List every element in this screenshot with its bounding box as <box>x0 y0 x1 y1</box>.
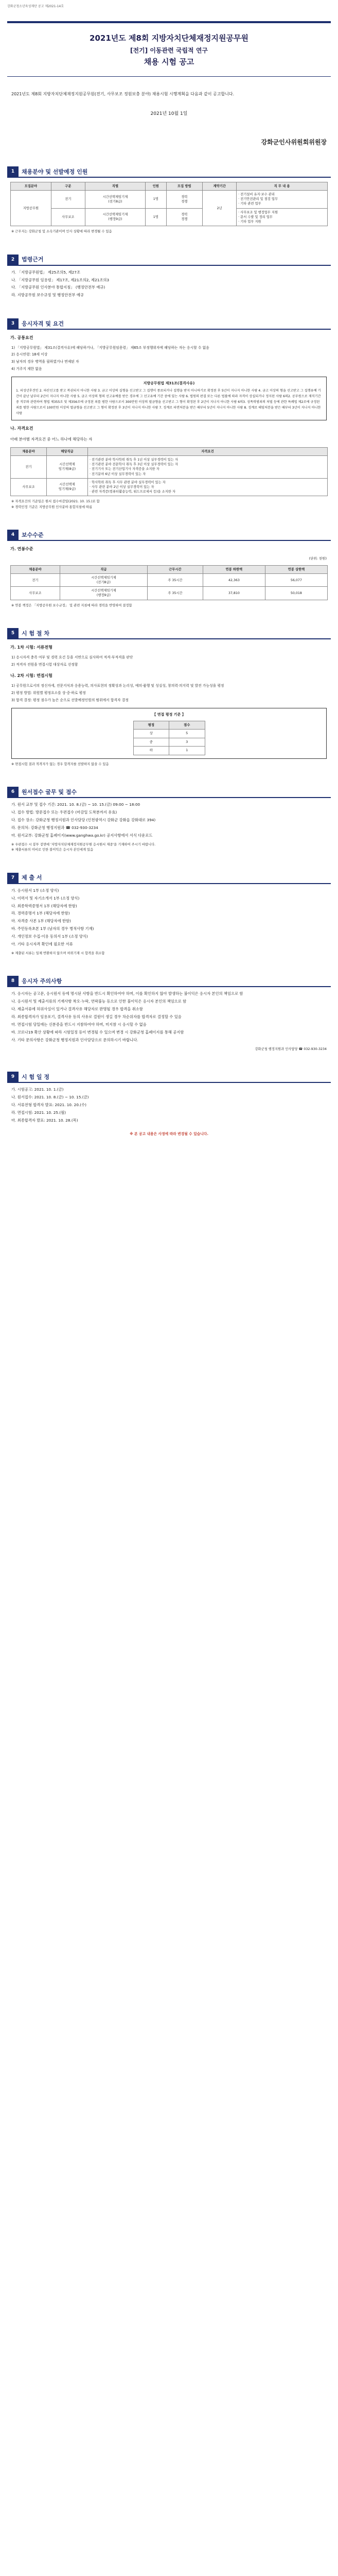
section-number: 3 <box>7 318 19 329</box>
qualification-table <box>10 447 328 496</box>
section-number: 1 <box>7 166 19 177</box>
table-row <box>133 747 205 755</box>
table-cell: 전기 <box>11 574 60 587</box>
table-row <box>11 191 328 208</box>
list-item: 다. 서류전형 합격자 발표: 2021. 10. 20.(수) <box>11 1102 87 1107</box>
table-cell: 하 <box>133 747 169 755</box>
table-header: 직렬 <box>85 182 145 191</box>
table-cell: 50,018 <box>265 587 327 600</box>
section-title: 시 험 절 차 <box>22 630 49 637</box>
list-item: 2) 평정 방법: 위원별 평정요소를 상·중·하로 평정 <box>11 690 86 695</box>
footer-note: ※ 본 공고 내용은 사정에 따라 변경될 수 있습니다. <box>130 1131 208 1136</box>
subsection-title: 나. 2차 시험: 면접시험 <box>10 673 52 679</box>
list-item: 가. 응시원서 1부 (소정 양식) <box>11 888 59 893</box>
table-cell: 시간선택제임기제 (전기8급) <box>85 191 145 208</box>
table-cell: 지방공무원 <box>11 191 51 226</box>
recruitment-table <box>10 182 328 226</box>
list-item: 사. 기타 문의사항은 강화군청 행정지원과 인사담당으로 문의하시기 바랍니다. <box>11 1037 138 1042</box>
list-item: 다. 접수 장소: 강화군청 행정지원과 인사담당 (인천광역시 강화군 강화읍 강화대로 394) <box>11 817 156 822</box>
list-item: 2) 응시연령: 18세 이상 <box>11 352 48 357</box>
section-title: 보수수준 <box>22 531 44 538</box>
list-item: 3) 남자의 경우 병역을 필하였거나 면제된 자 <box>11 360 79 364</box>
table-row <box>133 730 205 738</box>
table-header: 모집분야 <box>11 182 51 191</box>
table-row <box>11 208 328 226</box>
requirements-text: 아래 분야별 자격요건 중 어느 하나에 해당하는 자 <box>10 437 93 442</box>
table-cell: 경력 경쟁 <box>166 191 203 208</box>
criteria-table <box>133 721 205 755</box>
documents-note: ※ 제출된 서류는 일체 반환하지 않으며 허위기재 시 합격을 취소함 <box>11 951 105 955</box>
section-title: 법령근거 <box>22 256 44 263</box>
unit-label: (단위: 천원) <box>309 556 327 561</box>
table-cell: 사무보조 <box>51 208 85 226</box>
notice-date: 2021년 10월 1일 <box>150 111 188 116</box>
table-cell: 42,363 <box>203 574 265 587</box>
section-3 <box>7 318 331 510</box>
section-number: 6 <box>7 787 19 797</box>
list-item: 4) 거주지 제한 없음 <box>11 367 42 371</box>
section-number: 4 <box>7 530 19 540</box>
table-cell: 경력 경쟁 <box>166 208 203 226</box>
list-item: 1) 「지방공무원법」 제31조(결격사유)에 해당하거나, 「지방공무원임용령」 제65조 부정행위자에 해당하는 자는 응시할 수 없음 <box>11 345 209 350</box>
qualification-note: ※ 자격요건의 기준일은 원서 접수마감일(2021. 10. 15.)로 함 ※ 경력인정 기준은 지방공무원 인사분야 통합지침에 따름 <box>11 500 100 509</box>
table-header: 해당직급 <box>47 448 88 456</box>
table-cell: 2년 <box>203 191 237 226</box>
list-item: 바. 코로나19 확산 상황에 따라 시험일정 등이 변경될 수 있으며 변경 시 강화군청 홈페이지를 통해 공지함 <box>11 1029 184 1035</box>
list-item: 다. 제출서류에 허위사실이 있거나 결격사유 해당자로 판명될 경우 합격을 취소함 <box>11 1007 143 1012</box>
table-cell: · 사무보조 및 행정업무 지원 · 문서 수발 및 정리 업무 · 기타 업무 지원 <box>237 208 328 226</box>
table-cell: 시간선택제임기제 (행정9급) <box>85 208 145 226</box>
cautions-list <box>11 990 327 1043</box>
subsection-title: 가. 공통요건 <box>10 335 33 341</box>
table-header: 자격요건 <box>88 448 328 456</box>
salary-table <box>10 565 328 600</box>
section-number: 8 <box>7 976 19 986</box>
list-item: 라. 면접시험: 2021. 10. 25.(월) <box>11 1110 66 1115</box>
section-1 <box>7 166 331 235</box>
issuing-organization: 강화군인사위원회위원장 <box>261 138 327 146</box>
table-header: 직 무 내 용 <box>237 182 328 191</box>
list-item: 1) 공무원으로서의 정신자세, 전문지식과 응용능력, 의사표현의 정확성과 논리성, 예의·품행 및 성실성, 창의력·의지력 및 발전 가능성을 평정 <box>11 683 224 688</box>
table-cell: 시간선택제임기제 (행정9급) <box>60 587 147 600</box>
list-item: 나. 이력서 및 자기소개서 1부 (소정 양식) <box>11 895 80 901</box>
table-cell: 56,077 <box>265 574 327 587</box>
section-number: 5 <box>7 628 19 638</box>
table-cell: 시간선택제 임기제(8급) <box>47 456 88 479</box>
table-header: 채용분야 <box>11 565 60 573</box>
section-header <box>7 628 331 639</box>
table-header: 평정 <box>133 721 169 729</box>
box-text: 1. 피성년후견인 2. 파산선고를 받고 복권되지 아니한 사람 3. 금고 이상의 실형을 선고받고 그 집행이 종료되거나 집행을 받지 아니하기로 확정된 후 5년이 지나지 아니한 사람 4. 금고 이상의 형을 선고받고 그 집행유예 기간이 끝난 날부터 2년이 지나지 아니한 사람 5. 금고 이상의 형의 선고유예를 받은 경우에 그 선고유예 기간 중에 있는 사람 6. 법원의 판결 또는 다른 법률에 따라 자격이 상실되거나 정지된 사람 6의2. 공무원으로 재직기간 중 직무와 관련하여 형법 제355조 및 제356조에 규정된 죄를 범한 사람으로서 300만원 이상의 벌금형을 선고받고 그 형이 확정된 후 2년이 지나지 아니한 사람 6의3. 성폭력범죄의 처벌 등에 관한 특례법 제2조에 규정된 죄를 범한 사람으로서 100만원 이상의 벌금형을 선고받고 그 형이 확정된 후 3년이 지나지 아니한 사람 7. 징계로 파면처분을 받은 때부터 5년이 지나지 아니한 사람 8. 징계로 해임처분을 받은 때부터 3년이 지나지 아니한 사람 <box>16 389 321 415</box>
table-cell: 전기 <box>11 456 47 479</box>
table-cell: 1 <box>169 747 205 755</box>
section-7 <box>7 873 331 957</box>
list-item: 나. 접수 방법: 방문접수 또는 우편접수 (마감일 도착분까지 유효) <box>11 810 117 815</box>
table-note: ※ 근무지는 강화군청 및 소속기관이며 인사 상황에 따라 변경될 수 있음 <box>11 229 112 233</box>
list-item: 라. 최종합격자가 임용포기, 결격사유 등의 사유로 결원이 생길 경우 차순위자를 합격자로 결정할 수 있음 <box>11 1014 182 1020</box>
list-item: 바. 주민등록초본 1부 (남자의 경우 병적사항 기재) <box>11 926 94 931</box>
subsection-title: 가. 1차 시험: 서류전형 <box>10 645 52 650</box>
list-item: 가. 「지방공무원법」 제25조의5, 제27조 <box>11 269 80 275</box>
section-4 <box>7 530 331 608</box>
title-line-2: [전기] 이동관련 국립적 연구 <box>130 46 208 54</box>
table-cell: 전기 <box>51 191 85 208</box>
list-item: 라. 지방공무원 보수규정 및 행정안전부 예규 <box>11 293 84 298</box>
list-item: 사. 개인정보 수집·이용 동의서 1부 (소정 양식) <box>11 934 88 939</box>
table-cell: 1명 <box>146 191 166 208</box>
interview-criteria-box <box>11 708 327 759</box>
list-item: 라. 문의처: 강화군청 행정지원과 ☎ 032-930-3234 <box>11 825 98 830</box>
table-cell: 37,810 <box>203 587 265 600</box>
table-header: 모집 방법 <box>166 182 203 191</box>
table-cell: 사무보조 <box>11 587 60 600</box>
box-title: 지방공무원법 제31조(결격사유) <box>143 381 195 386</box>
section-header <box>7 530 331 541</box>
table-cell: 시간선택제 임기제(9급) <box>47 478 88 496</box>
table-cell: 시간선택제임기제 (전기8급) <box>60 574 147 587</box>
table-header: 채용분야 <box>11 448 47 456</box>
subsection-title: 가. 연봉수준 <box>10 547 33 552</box>
section-header <box>7 787 331 798</box>
section-number: 2 <box>7 255 19 265</box>
table-header: 직급 <box>60 565 147 573</box>
section-title: 원서접수 굴무 및 접수 <box>22 788 77 795</box>
section-title: 제 출 서 <box>22 874 42 882</box>
list-item: 나. 「지방공무원 임용령」 제17조, 제21조의2, 제21조의3 <box>11 277 110 282</box>
notice-number: 강화군청소년육성재단 공고 제2021-14호 <box>7 5 64 8</box>
table-row <box>133 738 205 746</box>
section-5 <box>7 628 331 767</box>
list-item: 라. 경력증명서 1부 (해당자에 한함) <box>11 911 70 916</box>
table-header: 인원 <box>146 182 166 191</box>
title-line-1: 2021년도 제8회 지방자치단체재정지원공무원 <box>90 33 248 43</box>
list-item: 마. 면접시험 당일에는 신분증을 반드시 지참하여야 하며, 미지참 시 응시할 수 없음 <box>11 1022 147 1027</box>
intro-text: 2021년도 제8회 지방자치단체재정지원공무원(전기, 사무보조 정원보충 분야) 채용시험 시행계획을 다음과 같이 공고합니다. <box>11 92 235 97</box>
table-row <box>11 574 328 587</box>
title-line-3: 채용 시험 공고 <box>144 57 194 67</box>
section-title: 응시자 주의사항 <box>22 977 62 985</box>
table-cell: 사무보조 <box>11 478 47 496</box>
table-cell: 1명 <box>146 208 166 226</box>
section-header <box>7 976 331 987</box>
section-number: 7 <box>7 873 19 883</box>
list-item: 나. 응시원서 및 제출서류의 기재사항 착오·누락, 연락불능 등으로 인한 불이익은 응시자 본인의 책임으로 함 <box>11 999 187 1004</box>
list-item: 2) 적격자 전원을 면접시험 대상자로 선정함 <box>11 662 78 667</box>
schedule-list <box>11 1086 327 1124</box>
document-screening-list <box>11 654 327 668</box>
contact-info: 강화군청 행정지원과 인사담당 ☎ 032-930-3234 <box>255 1047 327 1051</box>
subsection-title: 나. 자격요건 <box>10 426 33 431</box>
section-header <box>7 318 331 330</box>
section-title: 시 험 일 정 <box>22 1073 49 1080</box>
list-item: 아. 기타 응시자격 확인에 필요한 서류 <box>11 941 73 946</box>
table-cell: · 전기관련 분야 학사학위 취득 후 1년 이상 실무경력이 있는 자 · 전기관련 분야 전문학사 취득 후 3년 이상 실무경력이 있는 자 · 전기기사 또는 전기산업기사 자격증을 소지한 자 · 전기분야 6년 이상 실무경력이 있는 자 <box>88 456 328 479</box>
interview-list <box>11 683 327 704</box>
table-cell: 주 35시간 <box>148 574 203 587</box>
list-item: 마. 자격증 사본 1부 (해당자에 한함) <box>11 919 71 924</box>
table-cell: · 학사학위 취득 후 사무 관련 분야 실무경력이 있는 자 · 사무 관련 분야 2년 이상 실무경력이 있는 자 · 관련 자격증(컴퓨터활용능력, 워드프로세서 등)을 소지한 자 <box>88 478 328 496</box>
list-item: 1) 응시자격 충족 여부 및 경력 요건 등을 서면으로 심사하여 적격·부적격을 판단 <box>11 655 133 659</box>
section-title: 응시자격 및 요건 <box>22 320 64 327</box>
box-title: 【 면접 평정 기준 】 <box>152 712 186 717</box>
table-row <box>11 456 328 479</box>
legal-basis-list <box>11 269 327 299</box>
section-number: 9 <box>7 1072 19 1082</box>
section-2 <box>7 255 331 299</box>
table-cell: · 전기설비 유지·보수 관리 · 전기안전관리 및 점검 업무 · 기타 관련 업무 <box>237 191 328 208</box>
section-8 <box>7 976 331 1052</box>
section-6 <box>7 787 331 853</box>
list-item: 가. 시험공고: 2021. 10. 1.(금) <box>11 1087 64 1092</box>
list-item: 나. 원서접수: 2021. 10. 8.(금) ~ 10. 15.(금) <box>11 1095 89 1100</box>
salary-note: ※ 연봉 책정은 「지방공무원 보수규정」 및 관련 지침에 따라 경력을 반영하여 결정함 <box>11 603 132 607</box>
section-header <box>7 166 331 178</box>
table-header: 연봉 하한액 <box>203 565 265 573</box>
table-cell: 상 <box>133 730 169 738</box>
list-item: 3) 합격 결정: 평정 점수가 높은 순으로 선발예정인원의 범위에서 합격자 결정 <box>11 698 129 702</box>
common-requirements-list <box>11 345 327 373</box>
interview-note: ※ 면접시험 결과 적격자가 없는 경우 합격자를 선발하지 않을 수 있음 <box>11 762 109 766</box>
table-header: 점수 <box>169 721 205 729</box>
table-row <box>11 478 328 496</box>
table-header: 계약기간 <box>203 182 237 191</box>
section-header <box>7 873 331 884</box>
section-header <box>7 255 331 266</box>
list-item: 가. 원서 교부 및 접수 기간: 2021. 10. 8.(금) ~ 10. 15.(금) 09:00 ~ 18:00 <box>11 802 140 807</box>
list-item: 다. 「지방공무원 인사분야 통합지침」 (행정안전부 예규) <box>11 285 105 290</box>
table-header: 구분 <box>51 182 85 191</box>
title-box <box>7 21 331 77</box>
disqualification-box <box>11 377 327 420</box>
list-item: 마. 원서교부: 강화군청 홈페이지(www.ganghwa.go.kr) 공지사항에서 서식 다운로드 <box>11 833 153 838</box>
application-list <box>11 801 327 839</box>
list-item: 가. 응시자는 공고문, 응시원서 등에 명시된 사항을 반드시 확인하여야 하며, 이를 확인하지 않아 발생하는 불이익은 응시자 본인의 책임으로 함 <box>11 991 243 996</box>
list-item: 마. 최종합격자 발표: 2021. 10. 28.(목) <box>11 1117 78 1123</box>
section-title: 채용분야 및 선발예정 인원 <box>22 168 88 175</box>
table-header: 근무시간 <box>148 565 203 573</box>
section-9 <box>7 1072 331 1137</box>
table-cell: 중 <box>133 738 169 746</box>
table-header: 연봉 상한액 <box>265 565 327 573</box>
table-cell: 5 <box>169 730 205 738</box>
documents-list <box>11 887 327 948</box>
list-item: 다. 최종학력증명서 1부 (해당자에 한함) <box>11 903 77 908</box>
section-header <box>7 1072 331 1083</box>
table-cell: 3 <box>169 738 205 746</box>
table-cell: 주 35시간 <box>148 587 203 600</box>
table-row <box>11 587 328 600</box>
application-note: ※ 우편접수 시 봉투 겉면에 '지방자치단체재정지원공무원 응시원서 재중'을 기재하여 주시기 바랍니다. ※ 제출서류의 미비로 인한 불이익은 응시자 본인에게 있음 <box>11 842 156 852</box>
